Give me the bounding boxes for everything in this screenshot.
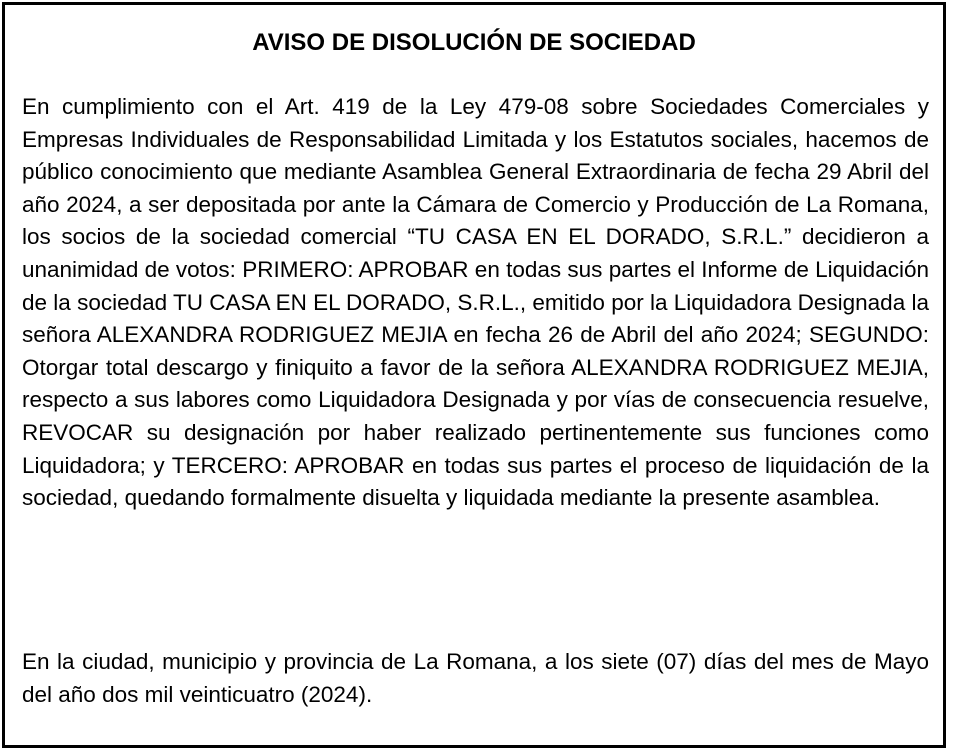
notice-paragraph-place-date: En la ciudad, municipio y provincia de La Romana, a los siete (07) días del mes de Mayo del año dos mil veinticuatro (2024).: [22, 649, 929, 707]
notice-paragraph-resolution: En cumplimiento con el Art. 419 de la Ley 479-08 sobre Sociedades Comerciales y Empresas Individuales de Responsabilidad Limitada y los Estatutos sociales, hacemos de público conocimiento que mediante Asamblea General Extraordinaria de fecha 29 Abril del año 2024, a ser depositada por ante la Cámara de Comercio y Producción de La Romana, los socios de la sociedad comercial “TU CASA EN EL DORADO, S.R.L.” decidieron a unanimidad de votos: PRIMERO: APROBAR en todas sus partes el Informe de Liquidación de la sociedad TU CASA EN EL DORADO, S.R.L., emitido por la Liquidadora Designada la señora ALEXANDRA RODRIGUEZ MEJIA en fecha 26 de Abril del año 2024; SEGUNDO: Otorgar total descargo y finiquito a favor de la señora ALEXANDRA RODRIGUEZ MEJIA, respecto a sus labores como Liquidadora Designada y por vías de consecuencia resuelve, REVOCAR su designación por haber realizado pertinentemente sus funciones como Liquidadora; y TERCERO: APROBAR en todas sus partes el proceso de liquidación de la sociedad, quedando formalmente disuelta y liquidada mediante la presente asamblea.: [22, 94, 929, 511]
notice-title: AVISO DE DISOLUCIÓN DE SOCIEDAD: [252, 29, 696, 56]
notice-frame: [2, 2, 946, 748]
